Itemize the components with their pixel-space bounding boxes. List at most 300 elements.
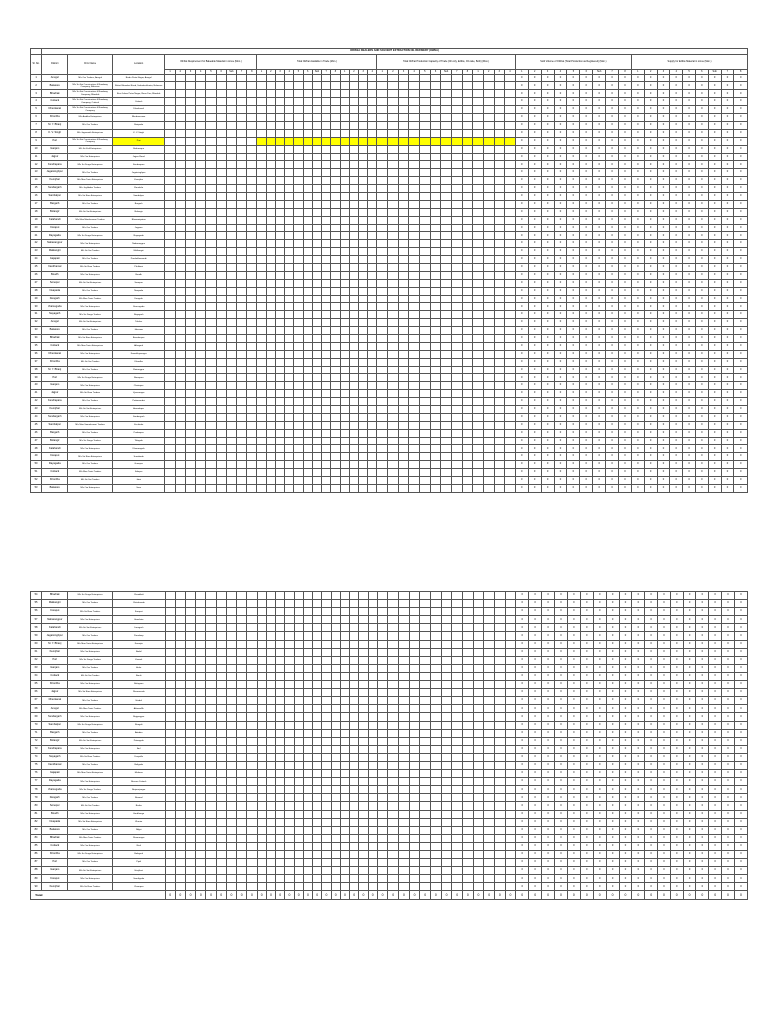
value-cell [420,786,431,794]
value-cell [409,208,420,216]
value-cell: 0 [555,786,568,794]
value-cell: 0 [683,287,696,295]
value-cell [420,74,431,82]
value-cell: 0 [580,656,593,664]
value-cell [463,689,474,697]
value-cell [430,366,441,374]
value-cell [462,477,473,485]
value-cell [285,616,294,624]
value-cell: 0 [644,366,657,374]
value-cell [322,319,331,327]
value-cell [441,413,452,421]
value-cell: 0 [542,592,555,600]
value-cell [462,256,473,264]
value-cell [206,477,216,485]
value-cell [340,169,349,177]
value-cell [494,374,505,382]
value-cell [368,753,377,761]
table-row [31,592,748,600]
location-cell: Sundargarh [112,413,165,421]
value-cell [399,761,410,769]
value-cell [266,477,275,485]
value-cell: 0 [645,697,658,705]
location-cell: Kamakhyanagar [112,350,165,358]
table-row [31,153,748,161]
value-cell [494,224,505,232]
value-cell: 0 [734,648,747,656]
value-cell [430,413,441,421]
value-cell: 0 [721,74,734,82]
value-cell [322,429,331,437]
value-cell: 0 [657,98,670,106]
location-cell: Salepur [112,469,165,477]
value-cell: 0 [606,224,619,232]
value-cell [368,192,377,200]
value-cell [276,786,285,794]
value-cell [322,477,331,485]
value-cell [473,240,484,248]
value-cell [285,224,294,232]
value-cell: 0 [516,810,529,818]
value-cell [275,461,284,469]
value-cell [420,640,431,648]
value-cell [505,240,516,248]
value-cell [430,295,441,303]
value-cell [294,153,303,161]
value-cell [303,319,312,327]
value-cell [285,390,294,398]
value-cell [312,129,321,137]
value-cell [452,745,463,753]
value-cell: 0 [541,469,554,477]
value-cell [247,624,257,632]
value-cell [451,161,462,169]
value-cell: 0 [580,592,593,600]
value-cell [505,745,516,753]
value-cell [322,271,331,279]
value-cell [322,421,331,429]
value-cell [236,192,246,200]
value-cell [350,681,359,689]
value-cell [484,818,495,826]
value-cell [276,753,285,761]
value-cell [275,90,284,98]
value-cell [276,770,285,778]
value-cell [441,248,452,256]
sheet-page-2 [30,591,748,900]
value-cell [368,770,377,778]
value-cell [175,445,185,453]
value-cell [430,137,441,145]
value-cell [294,640,303,648]
location-cell: Niali [112,842,165,850]
value-cell [505,600,516,608]
value-cell: 0 [554,374,567,382]
value-cell [285,461,294,469]
value-cell [340,445,349,453]
sl-no-cell: 22 [31,240,42,248]
value-cell [206,327,216,335]
district-cell: K. V. Singh [42,129,68,137]
value-cell [494,477,505,485]
value-cell [276,729,285,737]
value-cell: 0 [515,90,528,98]
value-cell [322,279,331,287]
value-cell: 0 [734,192,748,200]
value-cell: 0 [529,672,542,680]
value-cell [377,319,388,327]
value-cell: 0 [644,90,657,98]
value-cell [257,327,266,335]
value-cell: 0 [708,445,721,453]
value-cell [494,350,505,358]
value-cell [206,624,216,632]
value-cell [294,382,303,390]
value-cell [473,137,484,145]
value-cell [420,624,431,632]
value-cell: 0 [554,429,567,437]
value-cell: 0 [670,334,683,342]
value-cell: 0 [645,810,658,818]
value-cell: 0 [515,121,528,129]
value-cell [409,616,420,624]
value-cell: 0 [683,342,696,350]
value-cell: 0 [683,374,696,382]
value-cell [206,90,216,98]
value-cell: 0 [722,786,735,794]
value-cell [451,279,462,287]
value-cell [473,121,484,129]
value-cell [452,818,463,826]
value-cell [399,745,410,753]
value-cell: 0 [567,185,580,193]
value-cell: 0 [709,778,722,786]
value-cell: 0 [709,729,722,737]
value-cell [285,303,294,311]
value-cell [247,592,257,600]
value-cell [226,484,236,492]
value-cell [331,802,340,810]
value-cell [399,737,410,745]
district-cell: Rayagada [42,461,68,469]
value-cell [257,640,266,648]
value-cell [312,311,321,319]
table-row [31,421,748,429]
value-cell [388,778,399,786]
sub-col-header: 3 [541,70,554,75]
value-cell [303,121,312,129]
firm-name-cell: M/s Maa Tarini Traders [68,469,112,477]
value-cell [303,342,312,350]
value-cell [196,672,206,680]
value-cell [451,374,462,382]
district-cell: Kalahandi [42,445,68,453]
location-cell: Baripada [112,121,165,129]
value-cell [388,600,399,608]
value-cell: 0 [695,161,708,169]
value-cell [377,672,388,680]
value-cell [388,786,399,794]
value-cell [494,358,505,366]
value-cell [340,192,349,200]
value-cell [237,737,247,745]
value-cell: 0 [516,592,529,600]
value-cell: 0 [554,390,567,398]
value-cell [494,705,505,713]
location-cell: Nilgiri [112,826,165,834]
value-cell [322,672,331,680]
value-cell: 0 [541,453,554,461]
table-row [31,608,748,616]
value-cell [331,689,340,697]
value-cell [303,640,312,648]
value-cell: 0 [670,311,683,319]
value-cell [359,366,368,374]
value-cell: 0 [695,192,708,200]
value-cell [441,90,452,98]
value-cell [216,137,226,145]
value-cell: 0 [528,216,541,224]
value-cell [331,745,340,753]
value-cell [294,842,303,850]
value-cell [275,161,284,169]
value-cell: 0 [670,421,683,429]
value-cell [226,656,236,664]
value-cell: 0 [529,786,542,794]
value-cell: 0 [593,461,606,469]
value-cell: 0 [515,319,528,327]
firm-name-cell: M/s Sri Ram Enterprises [68,453,112,461]
value-cell: 0 [683,311,696,319]
sl-no-cell: 19 [31,216,42,224]
value-cell [312,114,321,122]
value-cell [431,794,442,802]
value-cell [266,192,275,200]
value-cell: 0 [567,592,580,600]
value-cell [484,697,495,705]
value-cell: 0 [541,334,554,342]
value-cell [226,248,236,256]
value-cell: 0 [657,334,670,342]
value-cell [165,200,175,208]
value-cell [196,461,206,469]
value-cell: 0 [567,129,580,137]
value-cell [257,721,266,729]
value-cell [473,256,484,264]
value-cell [409,818,420,826]
value-cell [484,672,495,680]
value-cell [368,794,377,802]
district-cell: Keonjhar [42,406,68,414]
value-cell [462,484,473,492]
value-cell [505,737,516,745]
value-cell [451,334,462,342]
value-cell [340,640,349,648]
value-cell: 0 [683,224,696,232]
value-cell [322,177,331,185]
value-cell: 0 [606,632,619,640]
value-cell [285,600,294,608]
value-cell: 0 [541,177,554,185]
value-cell [473,753,484,761]
value-cell [441,461,452,469]
value-cell [409,256,420,264]
value-cell [294,192,303,200]
value-cell: 0 [529,770,542,778]
value-cell [483,421,494,429]
value-cell [257,137,266,145]
value-cell [462,366,473,374]
value-cell: 0 [658,802,671,810]
value-cell [473,721,484,729]
value-cell [420,737,431,745]
value-cell [216,279,226,287]
value-cell [340,616,349,624]
value-cell [206,287,216,295]
value-cell [196,216,206,224]
value-cell [266,240,275,248]
sl-no-cell: 38 [31,366,42,374]
value-cell: 0 [555,761,568,769]
value-cell [452,770,463,778]
value-cell: 0 [721,421,734,429]
value-cell [322,98,331,106]
value-cell [368,786,377,794]
value-cell: 0 [541,350,554,358]
value-cell [377,794,388,802]
value-cell [349,224,358,232]
value-cell: 0 [645,794,658,802]
value-cell: 0 [580,810,593,818]
value-cell [359,421,368,429]
value-cell: 0 [606,778,619,786]
value-cell [420,413,431,421]
value-cell [322,842,331,850]
value-cell: 0 [555,608,568,616]
value-cell [285,137,294,145]
value-cell: 0 [554,106,567,114]
value-cell [303,311,312,319]
value-cell [236,303,246,311]
value-cell [331,753,340,761]
table-title: ORISSA DEALERS AND SOLVENT EXTRACTION OIL REFINERY (OWEA) [42,49,748,55]
value-cell [216,664,226,672]
value-cell [237,689,247,697]
value-cell: 0 [683,406,696,414]
value-cell [216,802,226,810]
sl-no-header: Sl. No. [31,55,42,75]
value-cell: 0 [708,177,721,185]
value-cell [175,303,185,311]
value-cell: 0 [695,106,708,114]
value-cell: 0 [619,248,632,256]
value-cell: 0 [695,200,708,208]
value-cell: 0 [541,161,554,169]
value-cell [420,421,431,429]
value-cell: 0 [593,656,606,664]
value-cell: 0 [695,248,708,256]
value-cell [463,778,474,786]
value-cell [165,794,175,802]
value-cell: 0 [606,453,619,461]
value-cell [236,311,246,319]
value-cell: 0 [734,794,747,802]
value-cell: 0 [721,279,734,287]
value-cell [294,600,303,608]
value-cell [312,74,321,82]
value-cell: 0 [670,469,683,477]
value-cell [266,311,275,319]
value-cell: 0 [580,753,593,761]
value-cell [236,106,246,114]
value-cell: 0 [529,697,542,705]
value-cell [331,74,340,82]
value-cell: 0 [632,689,645,697]
value-cell [313,729,322,737]
value-cell: 0 [632,778,645,786]
value-cell [303,453,312,461]
value-cell: 0 [670,350,683,358]
value-cell: 0 [542,664,555,672]
value-cell [312,484,321,492]
value-cell: 0 [606,82,619,90]
value-cell [226,672,236,680]
table-row [31,664,748,672]
value-cell [276,656,285,664]
value-cell [294,137,303,145]
value-cell: 0 [734,319,748,327]
value-cell [349,413,358,421]
value-cell [359,600,368,608]
table-row [31,413,748,421]
value-cell [247,382,257,390]
firm-name-cell: M/s Om Traders [68,429,112,437]
value-cell: 0 [528,358,541,366]
value-cell [257,161,266,169]
value-cell [462,90,473,98]
value-cell: 0 [515,106,528,114]
value-cell [303,745,312,753]
value-cell: 0 [657,421,670,429]
value-cell [257,382,266,390]
value-cell [165,153,175,161]
value-cell [257,287,266,295]
value-cell: 0 [683,608,696,616]
value-cell [388,592,399,600]
value-cell: 0 [619,192,632,200]
value-cell: 0 [606,689,619,697]
value-cell [473,640,484,648]
value-cell [377,656,388,664]
value-cell [388,216,399,224]
value-cell [462,303,473,311]
value-cell [206,664,216,672]
value-cell: 0 [734,437,748,445]
value-cell [430,82,441,90]
value-cell: 0 [593,761,606,769]
sl-no-cell: 1 [31,74,42,82]
value-cell: 0 [683,721,696,729]
value-cell: 0 [619,153,632,161]
value-cell: 0 [670,429,683,437]
value-cell [175,382,185,390]
value-cell [266,664,275,672]
value-cell [359,608,368,616]
sl-no-cell: 3 [31,90,42,98]
value-cell [226,295,236,303]
value-cell [165,761,175,769]
value-cell [285,350,294,358]
